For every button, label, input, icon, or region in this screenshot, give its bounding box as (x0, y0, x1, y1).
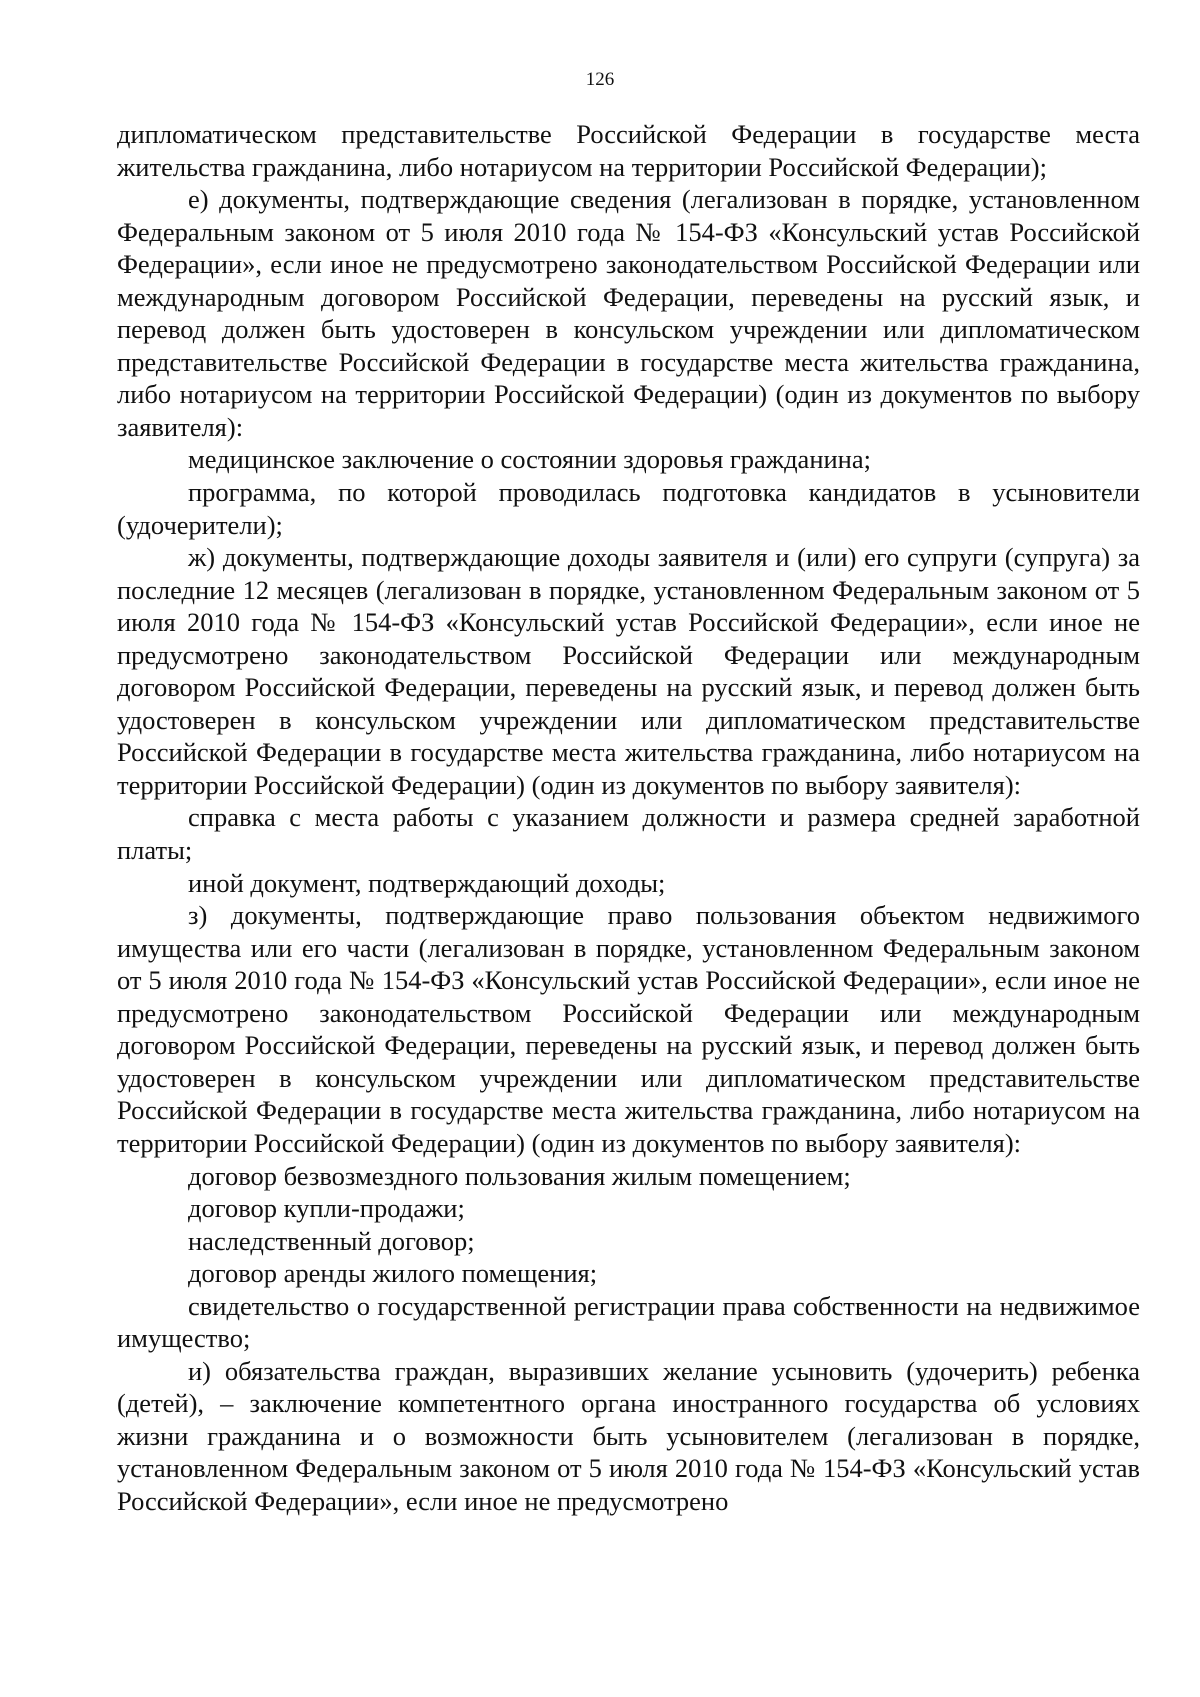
paragraph: договор купли-продажи; (188, 1193, 465, 1224)
paragraph: медицинское заключение о состоянии здоровья гражданина; (188, 444, 871, 475)
paragraph: дипломатическом представительстве Российской Федерации в государстве места жительства гражданина, либо нотариусом на территории Российской Федерации); (117, 119, 1140, 182)
paragraph: з) документы, подтверждающие право пользования объектом недвижимого имущества или его части (легализован в порядке, установленном Федеральным законом от 5 июля 2010 года № 154-ФЗ «Консульский устав Российской Федерации», если иное не предусмотрено законодательством Российской Федерации или международным договором Российской Федерации, переведены на русский язык, и перевод должен быть удостоверен в консульском учреждении или дипломатическом представительстве Российской Федерации в государстве места жительства гражданина, либо нотариусом на территории Российской Федерации) (один из документов по выбору заявителя): (117, 900, 1140, 1158)
page-number: 126 (585, 69, 615, 90)
paragraph: свидетельство о государственной регистрации права собственности на недвижимое имущество; (117, 1290, 1140, 1354)
paragraph: наследственный договор; (188, 1225, 475, 1256)
paragraph: программа, по которой проводилась подготовка кандидатов в усыновители (удочерители); (117, 477, 1140, 540)
document-body (117, 118, 1140, 1518)
paragraph: договор безвозмездного пользования жилым помещением; (188, 1160, 851, 1191)
paragraph: е) документы, подтверждающие сведения (легализован в порядке, установленном Федеральным законом от 5 июля 2010 года № 154-ФЗ «Консульский устав Российской Федерации», если иное не предусмотрено законодательством Российской Федерации или международным договором Российской Федерации, переведены на русский язык, и перевод должен быть удостоверен в консульском учреждении или дипломатическом представительстве Российской Федерации в государстве места жительства гражданина, либо нотариусом на территории Российской Федерации) (один из документов по выбору заявителя): (117, 184, 1140, 442)
paragraph: ж) документы, подтверждающие доходы заявителя и (или) его супруги (супруга) за последние 12 месяцев (легализован в порядке, установленном Федеральным законом от 5 июля 2010 года № 154-ФЗ «Консульский устав Российской Федерации», если иное не предусмотрено законодательством Российской Федерации или международным договором Российской Федерации, переведены на русский язык, и перевод должен быть удостоверен в консульском учреждении или дипломатическом представительстве Российской Федерации в государстве места жительства гражданина, либо нотариусом на территории Российской Федерации) (один из документов по выбору заявителя): (117, 542, 1140, 800)
paragraph: договор аренды жилого помещения; (188, 1258, 598, 1289)
paragraph: иной документ, подтверждающий доходы; (188, 867, 666, 898)
paragraph: и) обязательства граждан, выразивших желание усыновить (удочерить) ребенка (детей), – заключение компетентного органа иностранного государства об условиях жизни гражданина и о возможности быть усыновителем (легализован в порядке, установленном Федеральным законом от 5 июля 2010 года № 154-ФЗ «Консульский устав Российской Федерации», если иное не предусмотрено (117, 1355, 1140, 1516)
paragraph: справка с места работы с указанием должности и размера средней заработной платы; (117, 802, 1140, 866)
